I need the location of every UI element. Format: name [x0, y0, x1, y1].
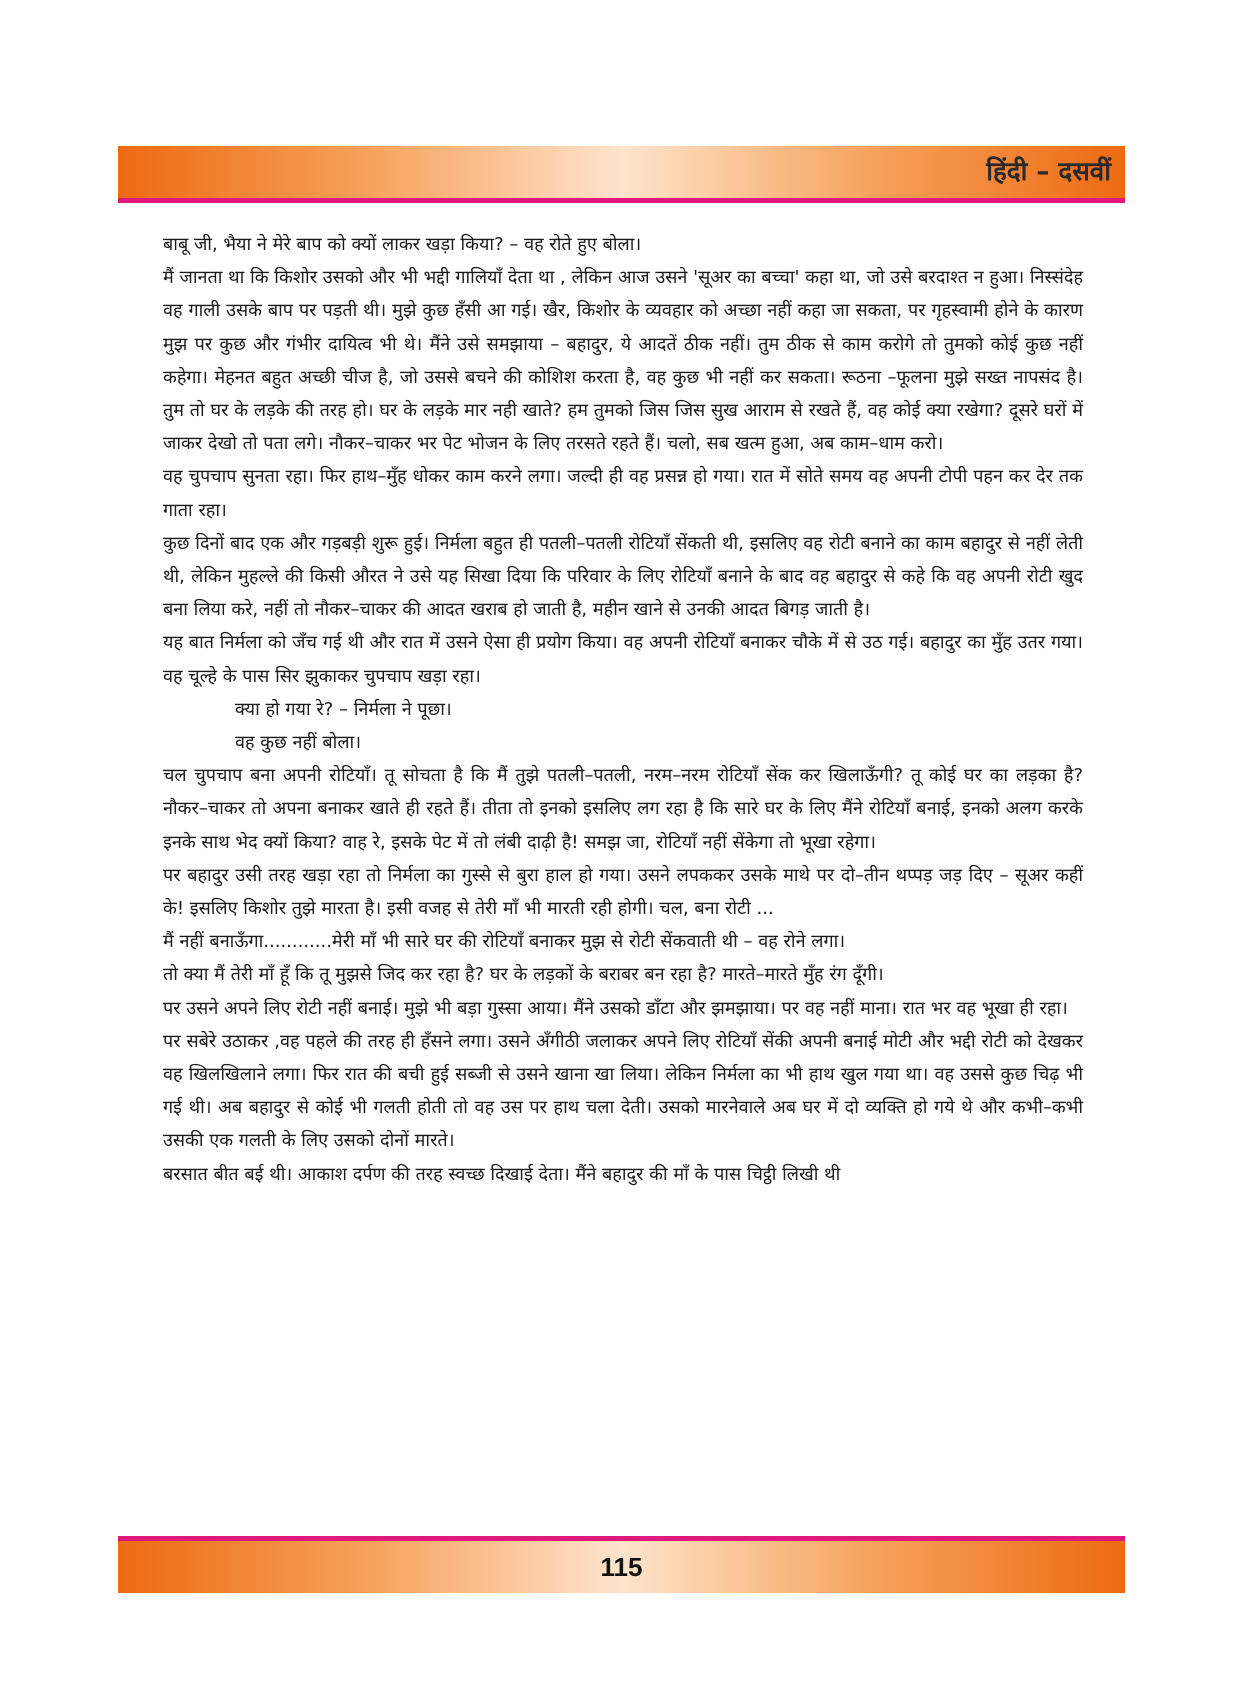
paragraph: मैं जानता था कि किशोर उसको और भी भद्दी गालियाँ देता था , लेकिन आज उसने 'सूअर का बच्चा' कहा था, जो उसे बरदाश्त न हुआ। निस्संदेह वह गाली उसके बाप पर पड़ती थी। मुझे कुछ हँसी आ गई। खैर, किशोर के व्यवहार को अच्छा नहीं कहा जा सकता, पर गृहस्वामी होने के कारण मुझ पर कुछ और गंभीर दायित्व भी थे। मैंने उसे समझाया – बहादुर, ये आदतें ठीक नहीं। तुम ठीक से काम करोगे तो तुमको कोई कुछ नहीं कहेगा। मेहनत बहुत अच्छी चीज है, जो उससे बचने की कोशिश करता है, वह कुछ भी नहीं कर सकता। रूठना –फूलना मुझे सख्त नापसंद है। तुम तो घर के लड़के की तरह हो। घर के लड़के मार नही खाते? हम तुमको जिस जिस सुख आराम से रखते हैं, वह कोई क्या रखेगा? दूसरे घरों में जाकर देखो तो पता लगे। नौकर–चाकर भर पेट भोजन के लिए तरसते रहते हैं। चलो, सब खत्म हुआ, अब काम–धाम करो।	[163, 267, 1083, 455]
paragraph: पर सबेरे उठाकर ,वह पहले की तरह ही हँसने लगा। उसने अँगीठी जलाकर अपने लिए रोटियाँ सेंकी अपनी बनाई मोटी और भद्दी रोटी को देखकर वह खिलखिलाने लगा। फिर रात की बची हुई सब्जी से उसने खाना खा लिया। लेकिन निर्मला का भी हाथ खुल गया था। वह उससे कुछ चिढ़ भी गई थी। अब बहादुर से कोई भी गलती होती तो वह उस पर हाथ चला देती। उसको मारनेवाले अब घर में दो व्यक्ति हो गये थे और कभी–कभी उसकी एक गलती के लिए उसको दोनों मारते।	[163, 1030, 1083, 1152]
header-rule	[118, 198, 1125, 203]
header-band	[118, 146, 1125, 198]
paragraph: तो क्या मैं तेरी माँ हूँ कि तू मुझसे जिद कर रहा है? घर के लड़कों के बराबर बन रहा है? मारते–मारते मुँह रंग दूँगी।	[163, 964, 884, 986]
page-number: 115	[600, 1552, 643, 1582]
paragraph-indented: वह कुछ नहीं बोला।	[235, 732, 362, 754]
paragraph: वह चुपचाप सुनता रहा। फिर हाथ–मुँह धोकर काम करने लगा। जल्दी ही वह प्रसन्न हो गया। रात में सोते समय वह अपनी टोपी पहन कर देर तक गाता रहा।	[163, 466, 1083, 521]
paragraph: पर उसने अपने लिए रोटी नहीं बनाई। मुझे भी बड़ा गुस्सा आया। मैंने उसको डाँटा और झमझाया। पर वह नहीं माना। रात भर वह भूखा ही रहा।	[163, 997, 1068, 1019]
paragraph: पर बहादुर उसी तरह खड़ा रहा तो निर्मला का गुस्से से बुरा हाल हो गया। उसने लपककर उसके माथे पर दो–तीन थप्पड़ जड़ दिए – सूअर कहीं के! इसलिए किशोर तुझे मारता है। इसी वजह से तेरी माँ भी मारती रही होगी। चल, बना रोटी ...	[163, 864, 1083, 920]
paragraph: चल चुपचाप बना अपनी रोटियाँ। तू सोचता है कि मैं तुझे पतली–पतली, नरम–नरम रोटियाँ सेंक कर खिलाऊँगी? तू कोई घर का लड़का है? नौकर–चाकर तो अपना बनाकर खाते ही रहते हैं। तीता तो इनको इसलिए लग रहा है कि सारे घर के लिए मैंने रोटियाँ बनाई, इनको अलग करके इनके साथ भेद क्यों किया? वाह रे, इसके पेट में तो लंबी दाढ़ी है! समझ जा, रोटियाँ नहीं सेंकेगा तो भूखा रहेगा।	[163, 765, 1083, 853]
paragraph: बाबू जी, भैया ने मेरे बाप को क्यों लाकर खड़ा किया? – वह रोते हुए बोला।	[163, 234, 642, 255]
paragraph: बरसात बीत बई थी। आकाश दर्पण की तरह स्वच्छ दिखाई देता। मैंने बहादुर की माँ के पास चिट्ठी लिखी थी	[163, 1163, 841, 1185]
paragraph-indented: क्या हो गया रे? – निर्मला ने पूछा।	[235, 698, 452, 720]
body-text	[163, 228, 1083, 1191]
running-header-title: हिंदी – दसवीं	[986, 157, 1111, 187]
paragraph: कुछ दिनों बाद एक और गड़बड़ी शुरू हुई। निर्मला बहुत ही पतली–पतली रोटियाँ सेंकती थी, इसलिए वह रोटी बनाने का काम बहादुर से नहीं लेती थी, लेकिन मुहल्ले की किसी औरत ने उसे यह सिखा दिया कि परिवार के लिए रोटियाँ बनाने के बाद वह बहादुर से कहे कि वह अपनी रोटी खुद बना लिया करे, नहीं तो नौकर–चाकर की आदत खराब हो जाती है, महीन खाने से उनकी आदत बिगड़ जाती है।	[163, 532, 1083, 621]
paragraph: यह बात निर्मला को जँच गई थी और रात में उसने ऐसा ही प्रयोग किया। वह अपनी रोटियाँ बनाकर चौके में से उठ गई। बहादुर का मुँह उतर गया। वह चूल्हे के पास सिर झुकाकर चुपचाप खड़ा रहा।	[163, 632, 1083, 687]
paragraph: मैं नहीं बनाऊँगा............मेरी माँ भी सारे घर की रोटियाँ बनाकर मुझ से रोटी सेंकवाती थी – वह रोने लगा।	[163, 931, 846, 953]
